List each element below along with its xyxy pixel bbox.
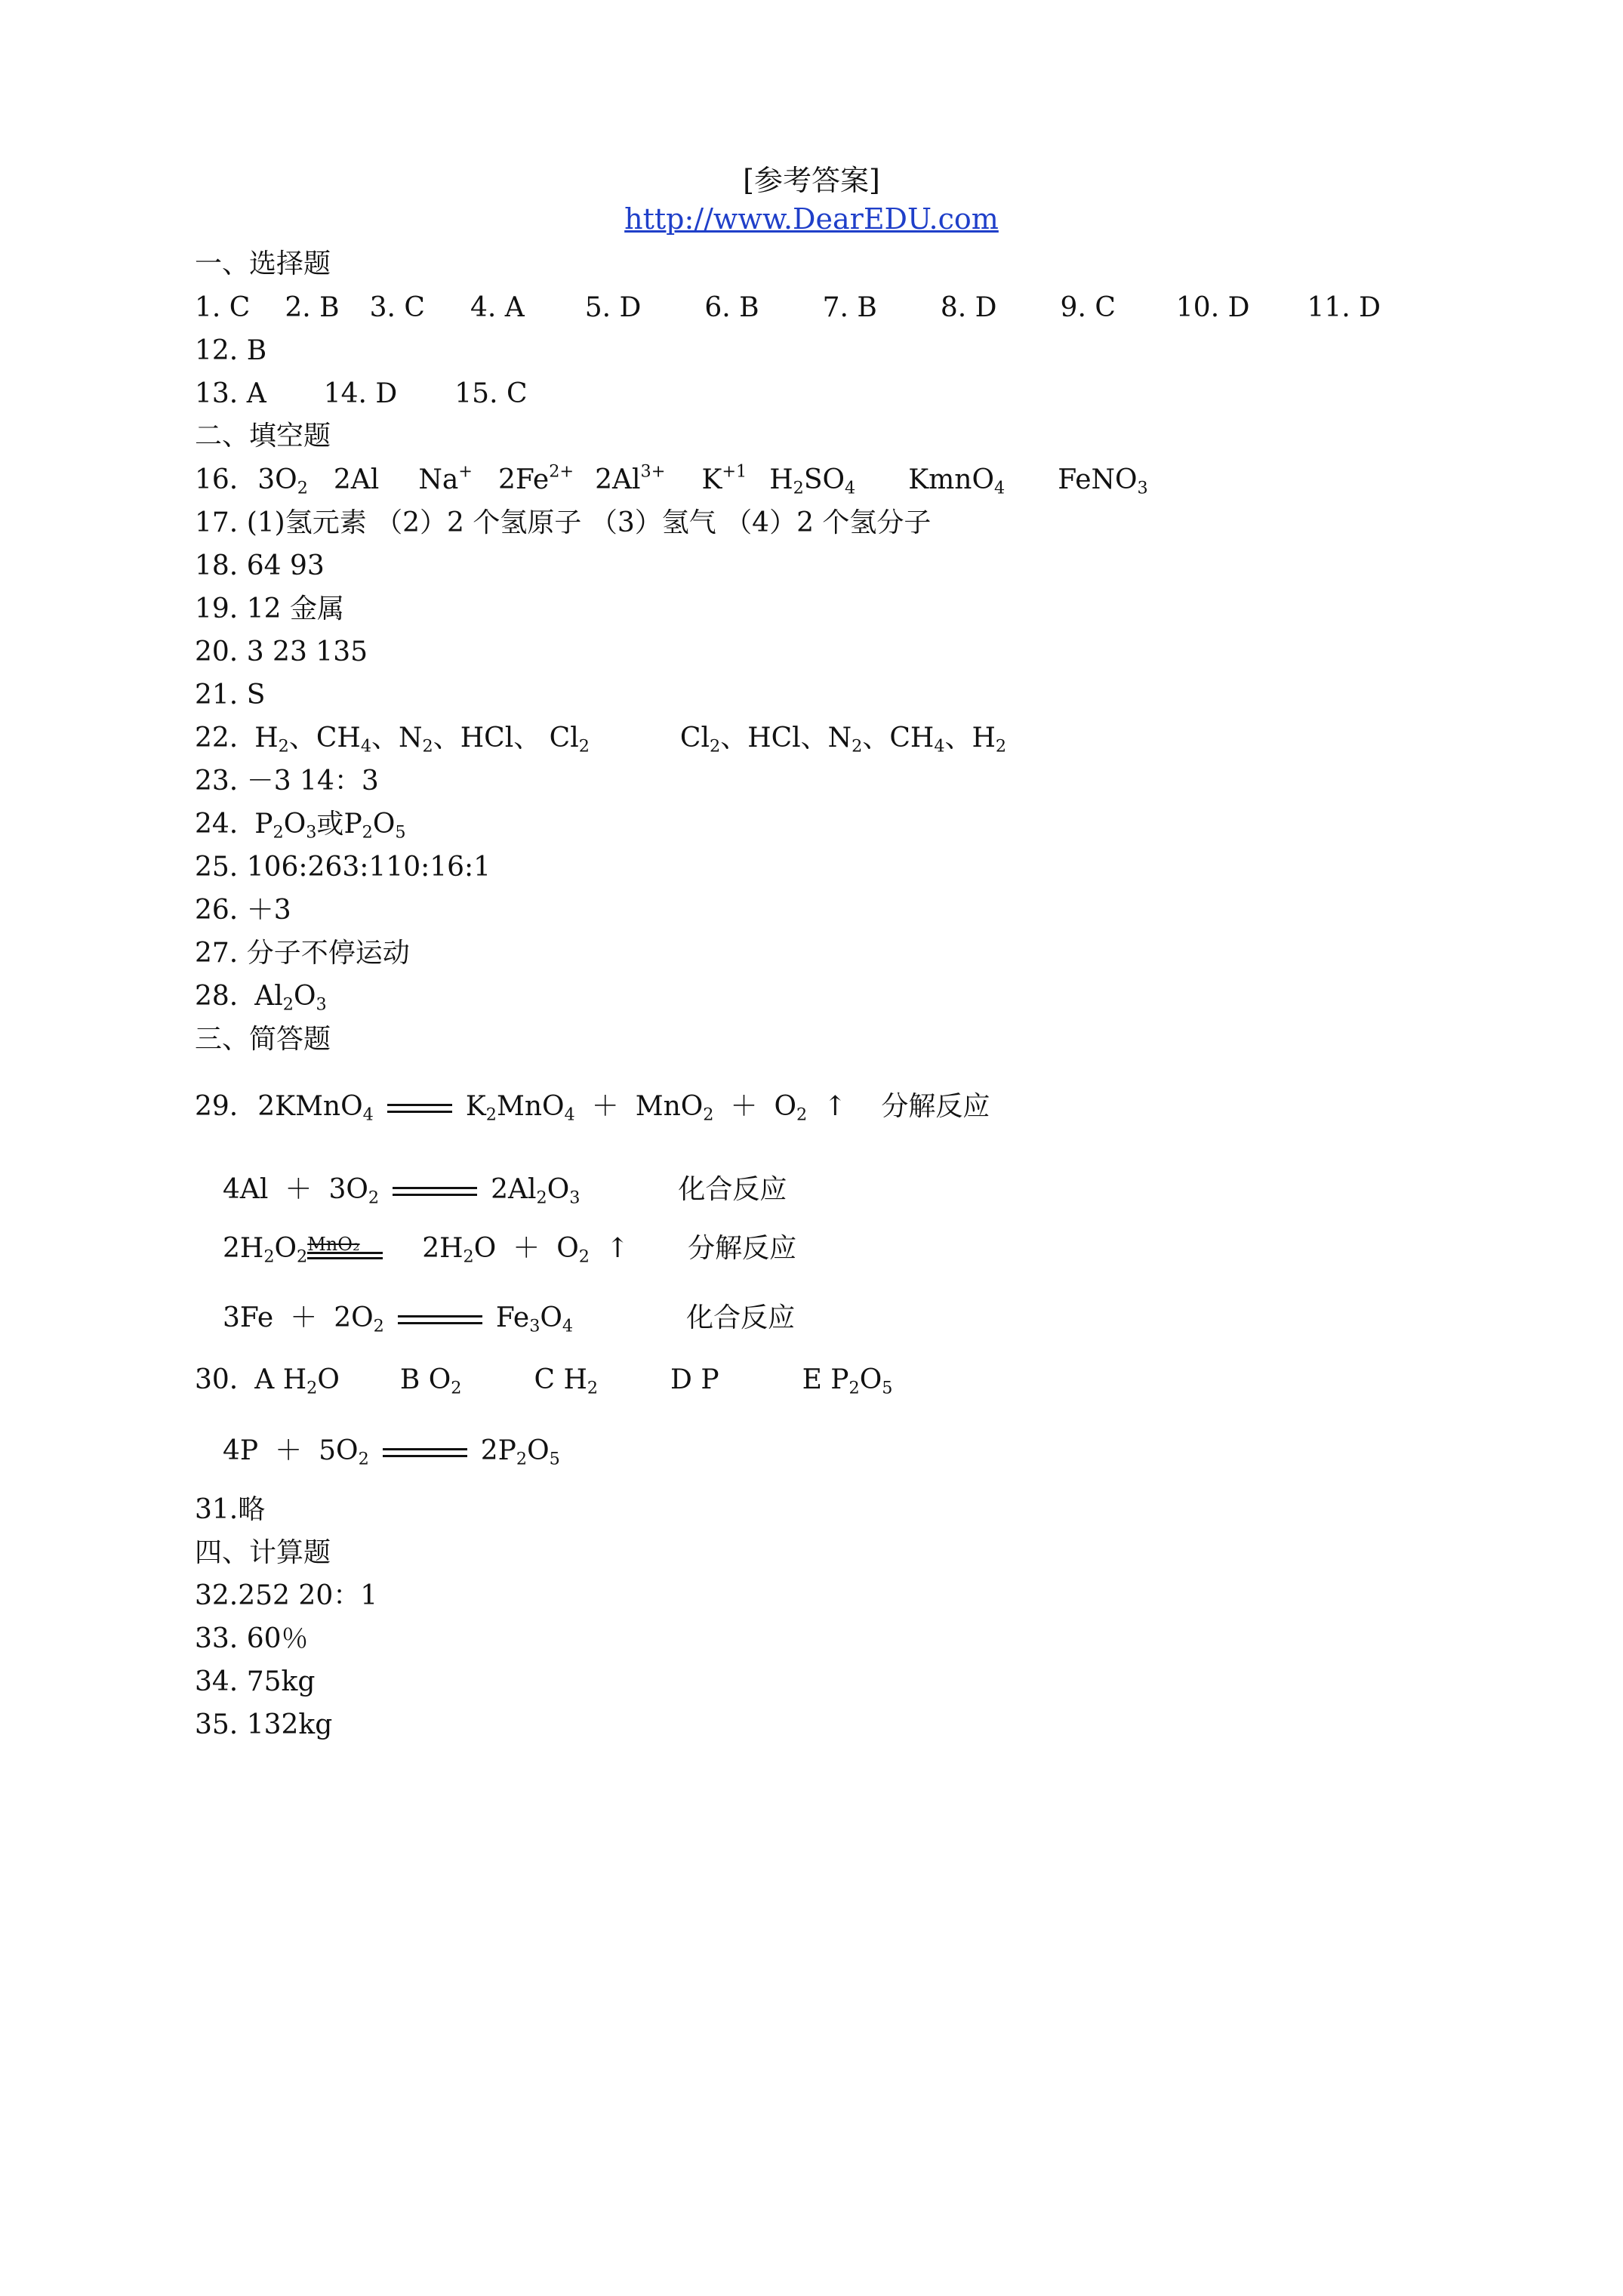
q22-sub: 2: [578, 736, 590, 757]
coef-fe: 3Fe: [223, 1302, 274, 1333]
q22-sub: 4: [934, 736, 945, 757]
q16-h2so4-h: H: [769, 464, 793, 495]
plus: ＋: [285, 1174, 313, 1205]
equation-29-1: [195, 1091, 990, 1125]
q28-al: Al: [254, 981, 283, 1012]
page-title: [参考答案]: [743, 164, 880, 197]
q22-ch4: 、CH: [288, 723, 361, 754]
fill-answer-21: 21. S: [195, 680, 266, 710]
fe3o4-o: O: [540, 1302, 562, 1333]
short-answer-31: 31.略: [195, 1494, 266, 1525]
q16-na-sup: +: [458, 461, 473, 482]
o2: 2O: [334, 1302, 374, 1333]
kmno4: KMnO: [275, 1091, 363, 1122]
plus: ＋: [275, 1435, 303, 1466]
fill-answer-17: 17. (1)氢元素 （2）2 个氢原子 （3）氢气 （4）2 个氢分子: [195, 507, 932, 538]
q16-2fe-sup: 2+: [549, 461, 574, 482]
fill-answer-27: 27. 分子不停运动: [195, 938, 410, 969]
fill-answer-19: 19. 12 金属: [195, 593, 344, 624]
gas-arrow-icon: ↑: [824, 1091, 847, 1122]
k2mno4-mno: MnO: [496, 1091, 565, 1122]
q30-a: A H: [254, 1364, 307, 1395]
q16-k-sup: +1: [722, 461, 747, 482]
answer-6: 6. B: [704, 292, 759, 323]
answer-4: 4. A: [470, 292, 525, 323]
calc-answer-35: 35. 132kg: [195, 1709, 333, 1740]
sub: 2: [536, 1188, 547, 1208]
q22-b-hcl-n2: 、HCl、N: [720, 723, 852, 754]
answer-1: 1. C: [195, 292, 251, 323]
p2o5-o: O: [527, 1435, 550, 1466]
answer-8: 8. D: [940, 292, 997, 323]
answer-9: 9. C: [1060, 292, 1116, 323]
calc-answer-34: 34. 75kg: [195, 1666, 316, 1697]
sub: 4: [564, 1105, 575, 1125]
answer-11: 11. D: [1307, 292, 1381, 323]
q24-o: O: [283, 809, 306, 840]
coef: 2: [257, 1091, 276, 1122]
answer-14: 14. D: [323, 378, 398, 409]
section-choice: 一、选择题: [195, 248, 331, 279]
o2: O: [774, 1091, 797, 1122]
sub: 4: [562, 1316, 574, 1336]
sub: 2: [306, 1378, 318, 1398]
q16-kmno4-sub: 4: [993, 478, 1006, 498]
q24-sub: 3: [306, 822, 317, 843]
gas-arrow-icon: ↑: [606, 1233, 630, 1264]
al2o3: 2Al: [491, 1174, 537, 1205]
q22-sub: 4: [360, 736, 372, 757]
q24-sub: 2: [273, 822, 284, 843]
sub: 3: [569, 1188, 581, 1208]
equals-sign: [393, 1187, 477, 1196]
answer-10: 10. D: [1175, 292, 1250, 323]
q28-sub: 2: [282, 994, 294, 1015]
sub: 2: [463, 1247, 474, 1267]
q22-sub: 2: [995, 736, 1007, 757]
q16-2al: 2Al: [333, 464, 380, 495]
sub: 2: [368, 1188, 380, 1208]
q30-num: 30.: [195, 1364, 239, 1395]
sub: 2: [703, 1105, 714, 1125]
q22-b-cl2: Cl: [679, 723, 710, 754]
o2: O: [346, 1174, 368, 1205]
q22-h2: H: [254, 723, 279, 754]
q16-2fe: 2Fe: [497, 464, 550, 495]
plus: ＋: [513, 1233, 540, 1264]
q16-k: K: [701, 464, 722, 495]
fe3o4-fe: Fe: [495, 1302, 530, 1333]
h2o-h: 2H: [422, 1233, 463, 1264]
section-short: 三、简答题: [195, 1024, 331, 1055]
section-calc: 四、计算题: [195, 1537, 331, 1568]
catalyst-label: MnO₂: [307, 1234, 360, 1255]
reaction-type: 分解反应: [881, 1091, 990, 1122]
answer-13: 13. A: [195, 378, 266, 409]
h2o2-o: O: [274, 1233, 297, 1264]
coef: 3: [328, 1174, 346, 1205]
o2: O: [556, 1233, 579, 1264]
sub: 3: [529, 1316, 540, 1336]
q30-a-o: O: [317, 1364, 340, 1395]
reaction-type: 化合反应: [678, 1174, 787, 1205]
plus: ＋: [290, 1302, 318, 1333]
q16-feno3: FeNO: [1058, 464, 1138, 495]
fill-answer-26: 26. ＋3: [195, 895, 291, 926]
calc-answer-32: 32.252 20：1: [195, 1580, 378, 1611]
q16-3o2-sub: 2: [297, 478, 308, 498]
choice-row-3: [195, 378, 528, 409]
sub: 5: [549, 1449, 560, 1469]
q22-sub: 2: [709, 736, 721, 757]
q29-num: 29.: [195, 1091, 239, 1122]
sub: 2: [263, 1247, 275, 1267]
fill-answer-16: [195, 461, 1148, 498]
q22-n2: 、N: [371, 723, 423, 754]
o2: 5O: [319, 1435, 359, 1466]
q24-num: 24.: [195, 809, 239, 840]
q16-h2so4-so: SO: [803, 464, 845, 495]
equation-29-3: [223, 1233, 797, 1267]
q30-e: E P: [802, 1364, 849, 1395]
fill-answer-24: [195, 809, 406, 843]
q22-sub: 2: [422, 736, 433, 757]
sub: 2: [451, 1378, 462, 1398]
fill-answer-23: 23. －3 14：3: [195, 766, 379, 797]
q22-b-h2: 、H: [944, 723, 996, 754]
q28-sub: 3: [316, 994, 327, 1015]
h2o-o: O: [473, 1233, 497, 1264]
catalyst-arrow: [307, 1234, 383, 1264]
q30-c: C H: [534, 1364, 587, 1395]
q24-sub: 2: [362, 822, 373, 843]
sub: 2: [587, 1378, 599, 1398]
sub: 2: [578, 1247, 590, 1267]
q16-2al3: 2Al: [595, 464, 641, 495]
fill-answer-22: [195, 723, 1007, 757]
equals-sign: [307, 1252, 383, 1259]
q16-3o2: 3O: [257, 464, 297, 495]
answer-5: 5. D: [584, 292, 642, 323]
al2o3-o: O: [547, 1174, 570, 1205]
q16-kmno4: KmnO: [908, 464, 994, 495]
equation-29-4: [223, 1302, 796, 1336]
q22-sub: 2: [852, 736, 863, 757]
section-fill: 二、填空题: [195, 421, 331, 451]
reaction-type: 分解反应: [688, 1233, 797, 1264]
q28-num: 28.: [195, 981, 239, 1012]
answer-15: 15. C: [454, 378, 528, 409]
equals-sign: [398, 1315, 482, 1324]
h2o2-h: 2H: [223, 1233, 264, 1264]
sub: 5: [882, 1378, 893, 1398]
q28-o: O: [293, 981, 316, 1012]
q30-b: B O: [399, 1364, 451, 1395]
q22-sub: 2: [278, 736, 289, 757]
sub: 2: [373, 1316, 384, 1336]
sub: 4: [362, 1105, 374, 1125]
site-link[interactable]: http://www.DearEDU.com: [624, 202, 999, 236]
fill-answer-28: [195, 981, 327, 1015]
q22-b-ch4: 、CH: [862, 723, 935, 754]
q16-na: Na: [418, 464, 459, 495]
coef-al: 4Al: [223, 1174, 269, 1205]
equation-29-2: [223, 1174, 787, 1208]
q30-d: D P: [670, 1364, 719, 1395]
sub: 2: [796, 1105, 808, 1125]
q22-num: 22.: [195, 723, 239, 754]
q22-hcl-cl2: 、HCl、 Cl: [433, 723, 579, 754]
mno2: MnO: [635, 1091, 704, 1122]
equals-sign: [387, 1104, 452, 1113]
k2mno4-k: K: [465, 1091, 486, 1122]
choice-row-1: [195, 294, 1381, 322]
q24-p: P: [343, 809, 362, 840]
q24-p: P: [254, 809, 273, 840]
equation-30: [223, 1435, 560, 1469]
q24-o: O: [372, 809, 396, 840]
calc-answer-33: 33. 60％: [195, 1623, 309, 1654]
answer-12: 12. B: [195, 335, 267, 366]
reaction-type: 化合反应: [686, 1302, 796, 1333]
sub: 2: [848, 1378, 860, 1398]
p2o5-p: 2P: [480, 1435, 516, 1466]
answer-3: 3. C: [369, 292, 425, 323]
answer-2: 2. B: [285, 292, 340, 323]
sub: 2: [297, 1247, 308, 1267]
fill-answer-25: 25. 106:263:110:16:1: [195, 852, 491, 883]
q16-2al3-sup: 3+: [640, 461, 666, 482]
answer-7: 7. B: [822, 292, 877, 323]
fill-answer-18: 18. 64 93: [195, 550, 325, 581]
plus: ＋: [730, 1091, 758, 1122]
sub: 2: [516, 1449, 528, 1469]
sub: 2: [485, 1105, 497, 1125]
short-answer-30: [195, 1364, 893, 1398]
sub: 2: [358, 1449, 369, 1469]
q16-num: 16.: [195, 464, 239, 495]
plus: ＋: [591, 1091, 619, 1122]
q16-h2so4-sub1: 2: [793, 478, 804, 498]
q30-e-o: O: [859, 1364, 882, 1395]
q16-h2so4-sub2: 4: [845, 478, 856, 498]
q16-feno3-sub: 3: [1137, 478, 1148, 498]
coef-p: 4P: [223, 1435, 259, 1466]
q24-sub: 5: [395, 822, 406, 843]
q24-or: 或: [316, 809, 344, 840]
equals-sign: [383, 1448, 467, 1457]
fill-answer-20: 20. 3 23 135: [195, 636, 368, 667]
